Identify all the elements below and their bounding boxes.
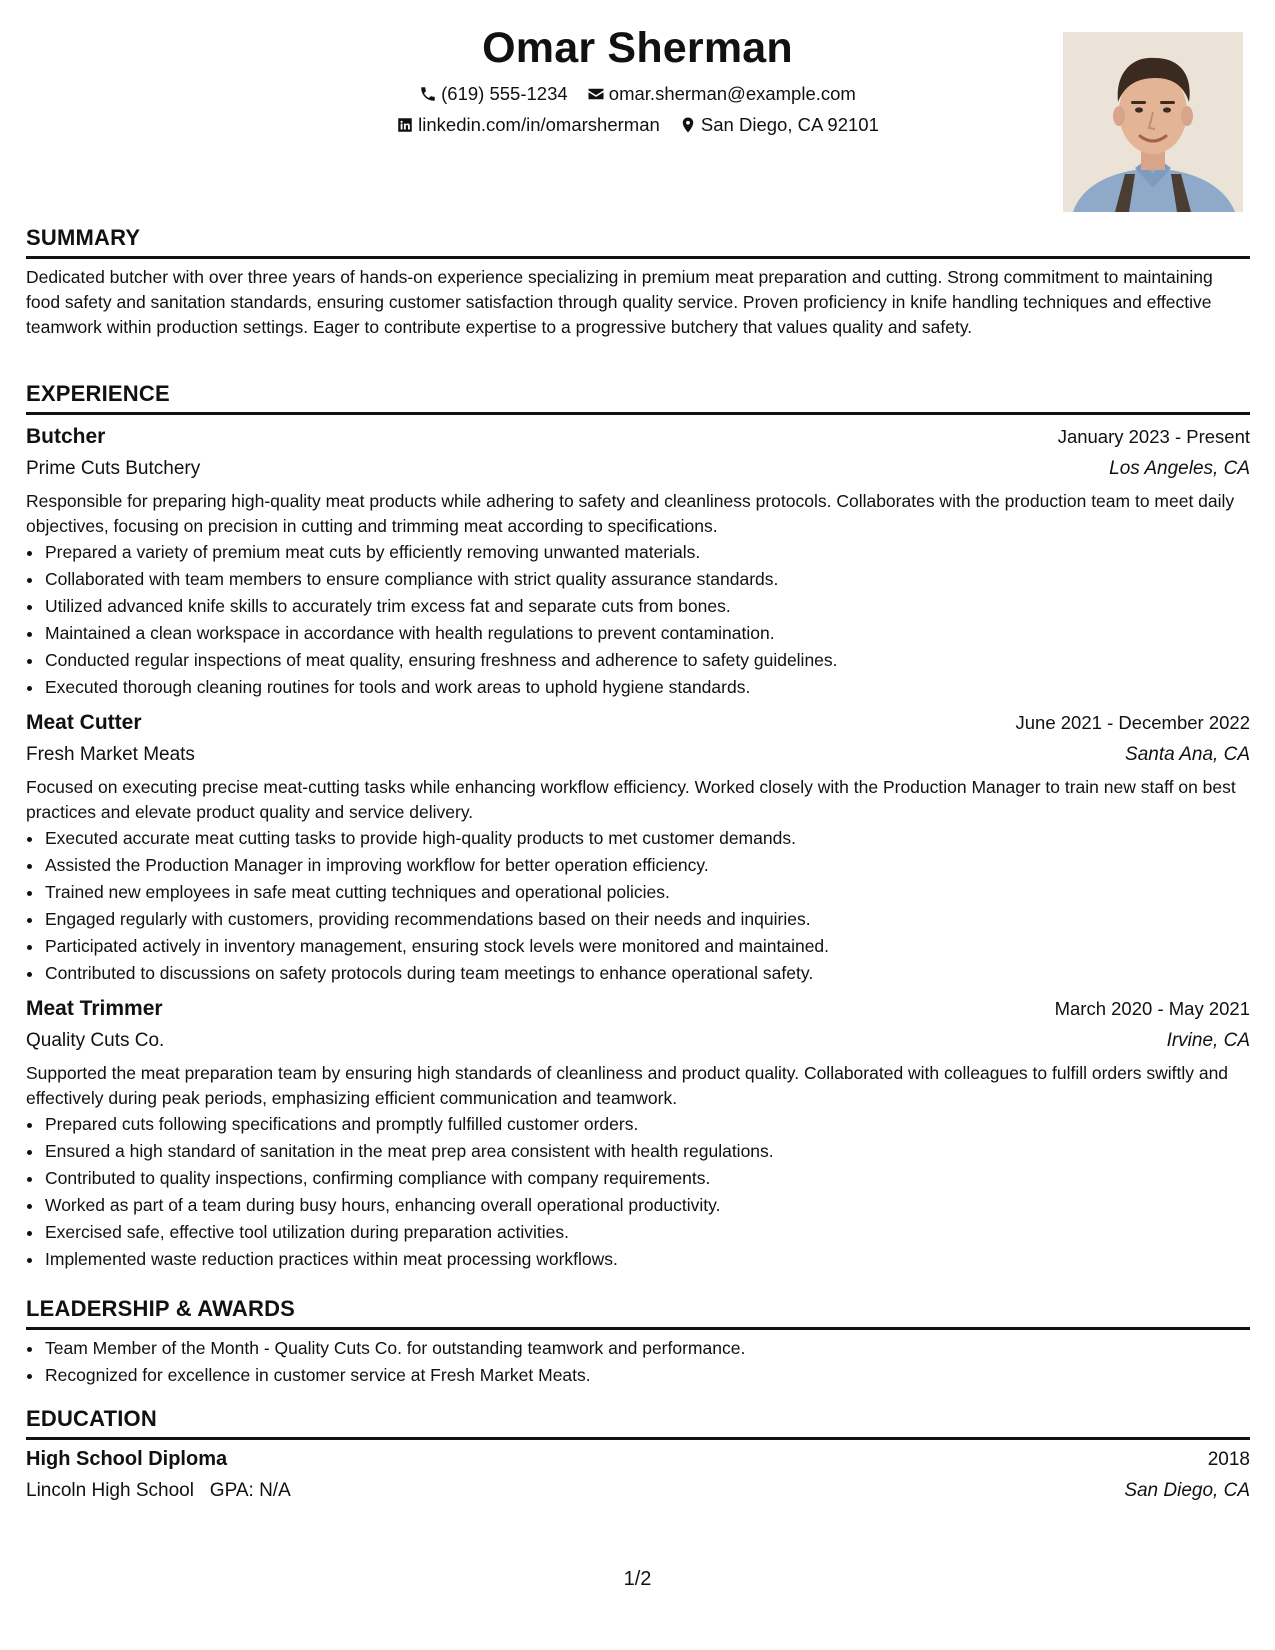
job-title: Butcher: [26, 425, 106, 448]
job-title: Meat Cutter: [26, 711, 142, 734]
job-location: Los Angeles, CA: [1109, 458, 1250, 479]
job-company: Fresh Market Meats: [26, 744, 195, 765]
linkedin-link[interactable]: linkedin.com/in/omarsherman: [418, 114, 660, 136]
job-entry: [26, 993, 1250, 1273]
job-bullets: [26, 539, 1250, 701]
list-item: • Participated actively in inventory management, ensuring stock levels were monitored and maintained.: [44, 933, 1250, 960]
list-item: • Executed thorough cleaning routines for tools and work areas to uphold hygiene standards.: [44, 674, 1250, 701]
job-company-row: [26, 739, 1250, 771]
school-location: San Diego, CA: [1124, 1480, 1250, 1501]
gpa-text: GPA: N/A: [209, 1480, 291, 1501]
contact-location: [679, 112, 879, 138]
list-item: • Contributed to quality inspections, confirming compliance with company requirements.: [44, 1165, 1250, 1192]
job-description: Responsible for preparing high-quality meat products while adhering to safety and cleanliness protocols. Collaborates with the production team to meet daily objectives, focusing on precision in cutting and trimming meat according to specifications.: [26, 491, 1235, 536]
graduation-year: 2018: [1207, 1449, 1250, 1470]
job-description: Supported the meat preparation team by ensuring high standards of cleanliness and product quality. Collaborated with colleagues to fulfill orders swiftly and effectively during peak periods, emphasizing efficient communication and teamwork.: [26, 1063, 1229, 1108]
list-item: • Utilized advanced knife skills to accurately trim excess fat and separate cuts from bones.: [44, 593, 1250, 620]
candidate-name: Omar Sherman: [482, 24, 793, 72]
job-dates: January 2023 - Present: [1057, 426, 1250, 447]
list-item: • Worked as part of a team during busy hours, enhancing overall operational productivity.: [44, 1192, 1250, 1219]
job-title: Meat Trimmer: [26, 997, 163, 1020]
awards-list: [26, 1335, 1250, 1389]
list-item: • Exercised safe, effective tool utilization during preparation activities.: [44, 1219, 1250, 1246]
summary-section: [26, 224, 1250, 340]
education-header-row: [26, 1444, 1250, 1475]
job-company: Quality Cuts Co.: [26, 1030, 165, 1051]
list-item: • Executed accurate meat cutting tasks to provide high-quality products to met customer demands.: [44, 825, 1250, 852]
job-company: Prime Cuts Butchery: [26, 458, 201, 479]
list-item: • Ensured a high standard of sanitation in the meat prep area consistent with health regulations.: [44, 1138, 1250, 1165]
degree-title: High School Diploma: [26, 1448, 228, 1470]
leadership-section: [26, 1295, 1250, 1389]
email-link[interactable]: omar.sherman@example.com: [608, 83, 856, 105]
job-company-row: [26, 1025, 1250, 1057]
job-header-row: [26, 707, 1250, 739]
envelope-icon: [587, 85, 605, 103]
list-item: • Conducted regular inspections of meat quality, ensuring freshness and adherence to safety guidelines.: [44, 647, 1250, 674]
list-item: • Trained new employees in safe meat cutting techniques and operational policies.: [44, 879, 1250, 906]
job-company-row: [26, 453, 1250, 485]
job-location: Irvine, CA: [1166, 1030, 1250, 1051]
job-dates: March 2020 - May 2021: [1054, 998, 1250, 1019]
summary-text: Dedicated butcher with over three years of hands-on experience specializing in premium meat preparation and cutting. Strong commitment to maintaining food safety and sanitation standards, ensuring customer satisfaction through quality service. Proven proficiency in knife handling techniques and effective teamwork within production settings. Eager to contribute expertise to a progressive butchery that values quality and safety.: [26, 267, 1213, 337]
contact-phone: [419, 81, 568, 107]
list-item: • Prepared cuts following specifications and promptly fulfilled customer orders.: [44, 1111, 1250, 1138]
job-header-row: [26, 993, 1250, 1025]
job-location: Santa Ana, CA: [1125, 744, 1250, 765]
contact-linkedin[interactable]: [396, 112, 660, 138]
location-text: San Diego, CA 92101: [700, 114, 879, 136]
job-bullets: [26, 1111, 1250, 1273]
profile-photo: [1063, 32, 1243, 212]
list-item: • Contributed to discussions on safety protocols during team meetings to enhance operational safety.: [44, 960, 1250, 987]
education-school-row: [26, 1475, 1250, 1507]
contact-email[interactable]: [587, 81, 856, 107]
summary-heading: SUMMARY: [26, 224, 1250, 259]
list-item: • Engaged regularly with customers, providing recommendations based on their needs and inquiries.: [44, 906, 1250, 933]
experience-section: [26, 380, 1250, 1273]
list-item: • Team Member of the Month - Quality Cuts Co. for outstanding teamwork and performance.: [44, 1335, 1250, 1362]
job-bullets: [26, 825, 1250, 987]
phone-text: (619) 555-1234: [441, 83, 568, 105]
portrait-image: [1063, 32, 1243, 212]
list-item: • Maintained a clean workspace in accordance with health regulations to prevent contamination.: [44, 620, 1250, 647]
job-entry: [26, 421, 1250, 701]
job-dates: June 2021 - December 2022: [1015, 712, 1250, 733]
list-item: • Implemented waste reduction practices within meat processing workflows.: [44, 1246, 1250, 1273]
job-header-row: [26, 421, 1250, 453]
list-item: • Prepared a variety of premium meat cuts by efficiently removing unwanted materials.: [44, 539, 1250, 566]
school-info: [26, 1475, 291, 1507]
list-item: • Assisted the Production Manager in improving workflow for better operation efficiency.: [44, 852, 1250, 879]
map-marker-icon: [679, 116, 697, 134]
linkedin-icon: [396, 116, 414, 134]
list-item: • Collaborated with team members to ensure compliance with strict quality assurance standards.: [44, 566, 1250, 593]
leadership-heading: LEADERSHIP & AWARDS: [26, 1295, 1250, 1330]
education-section: [26, 1405, 1250, 1507]
list-item: • Recognized for excellence in customer service at Fresh Market Meats.: [44, 1362, 1250, 1389]
job-description: Focused on executing precise meat-cutting tasks while enhancing workflow efficiency. Worked closely with the Production Manager to train new staff on best practices and elevate product quality and service delivery.: [26, 777, 1236, 822]
phone-icon: [419, 85, 437, 103]
experience-heading: EXPERIENCE: [26, 380, 1250, 415]
education-heading: EDUCATION: [26, 1405, 1250, 1440]
page-number: 1/2: [623, 1568, 652, 1590]
job-entry: [26, 707, 1250, 987]
school-name: Lincoln High School: [26, 1480, 194, 1501]
